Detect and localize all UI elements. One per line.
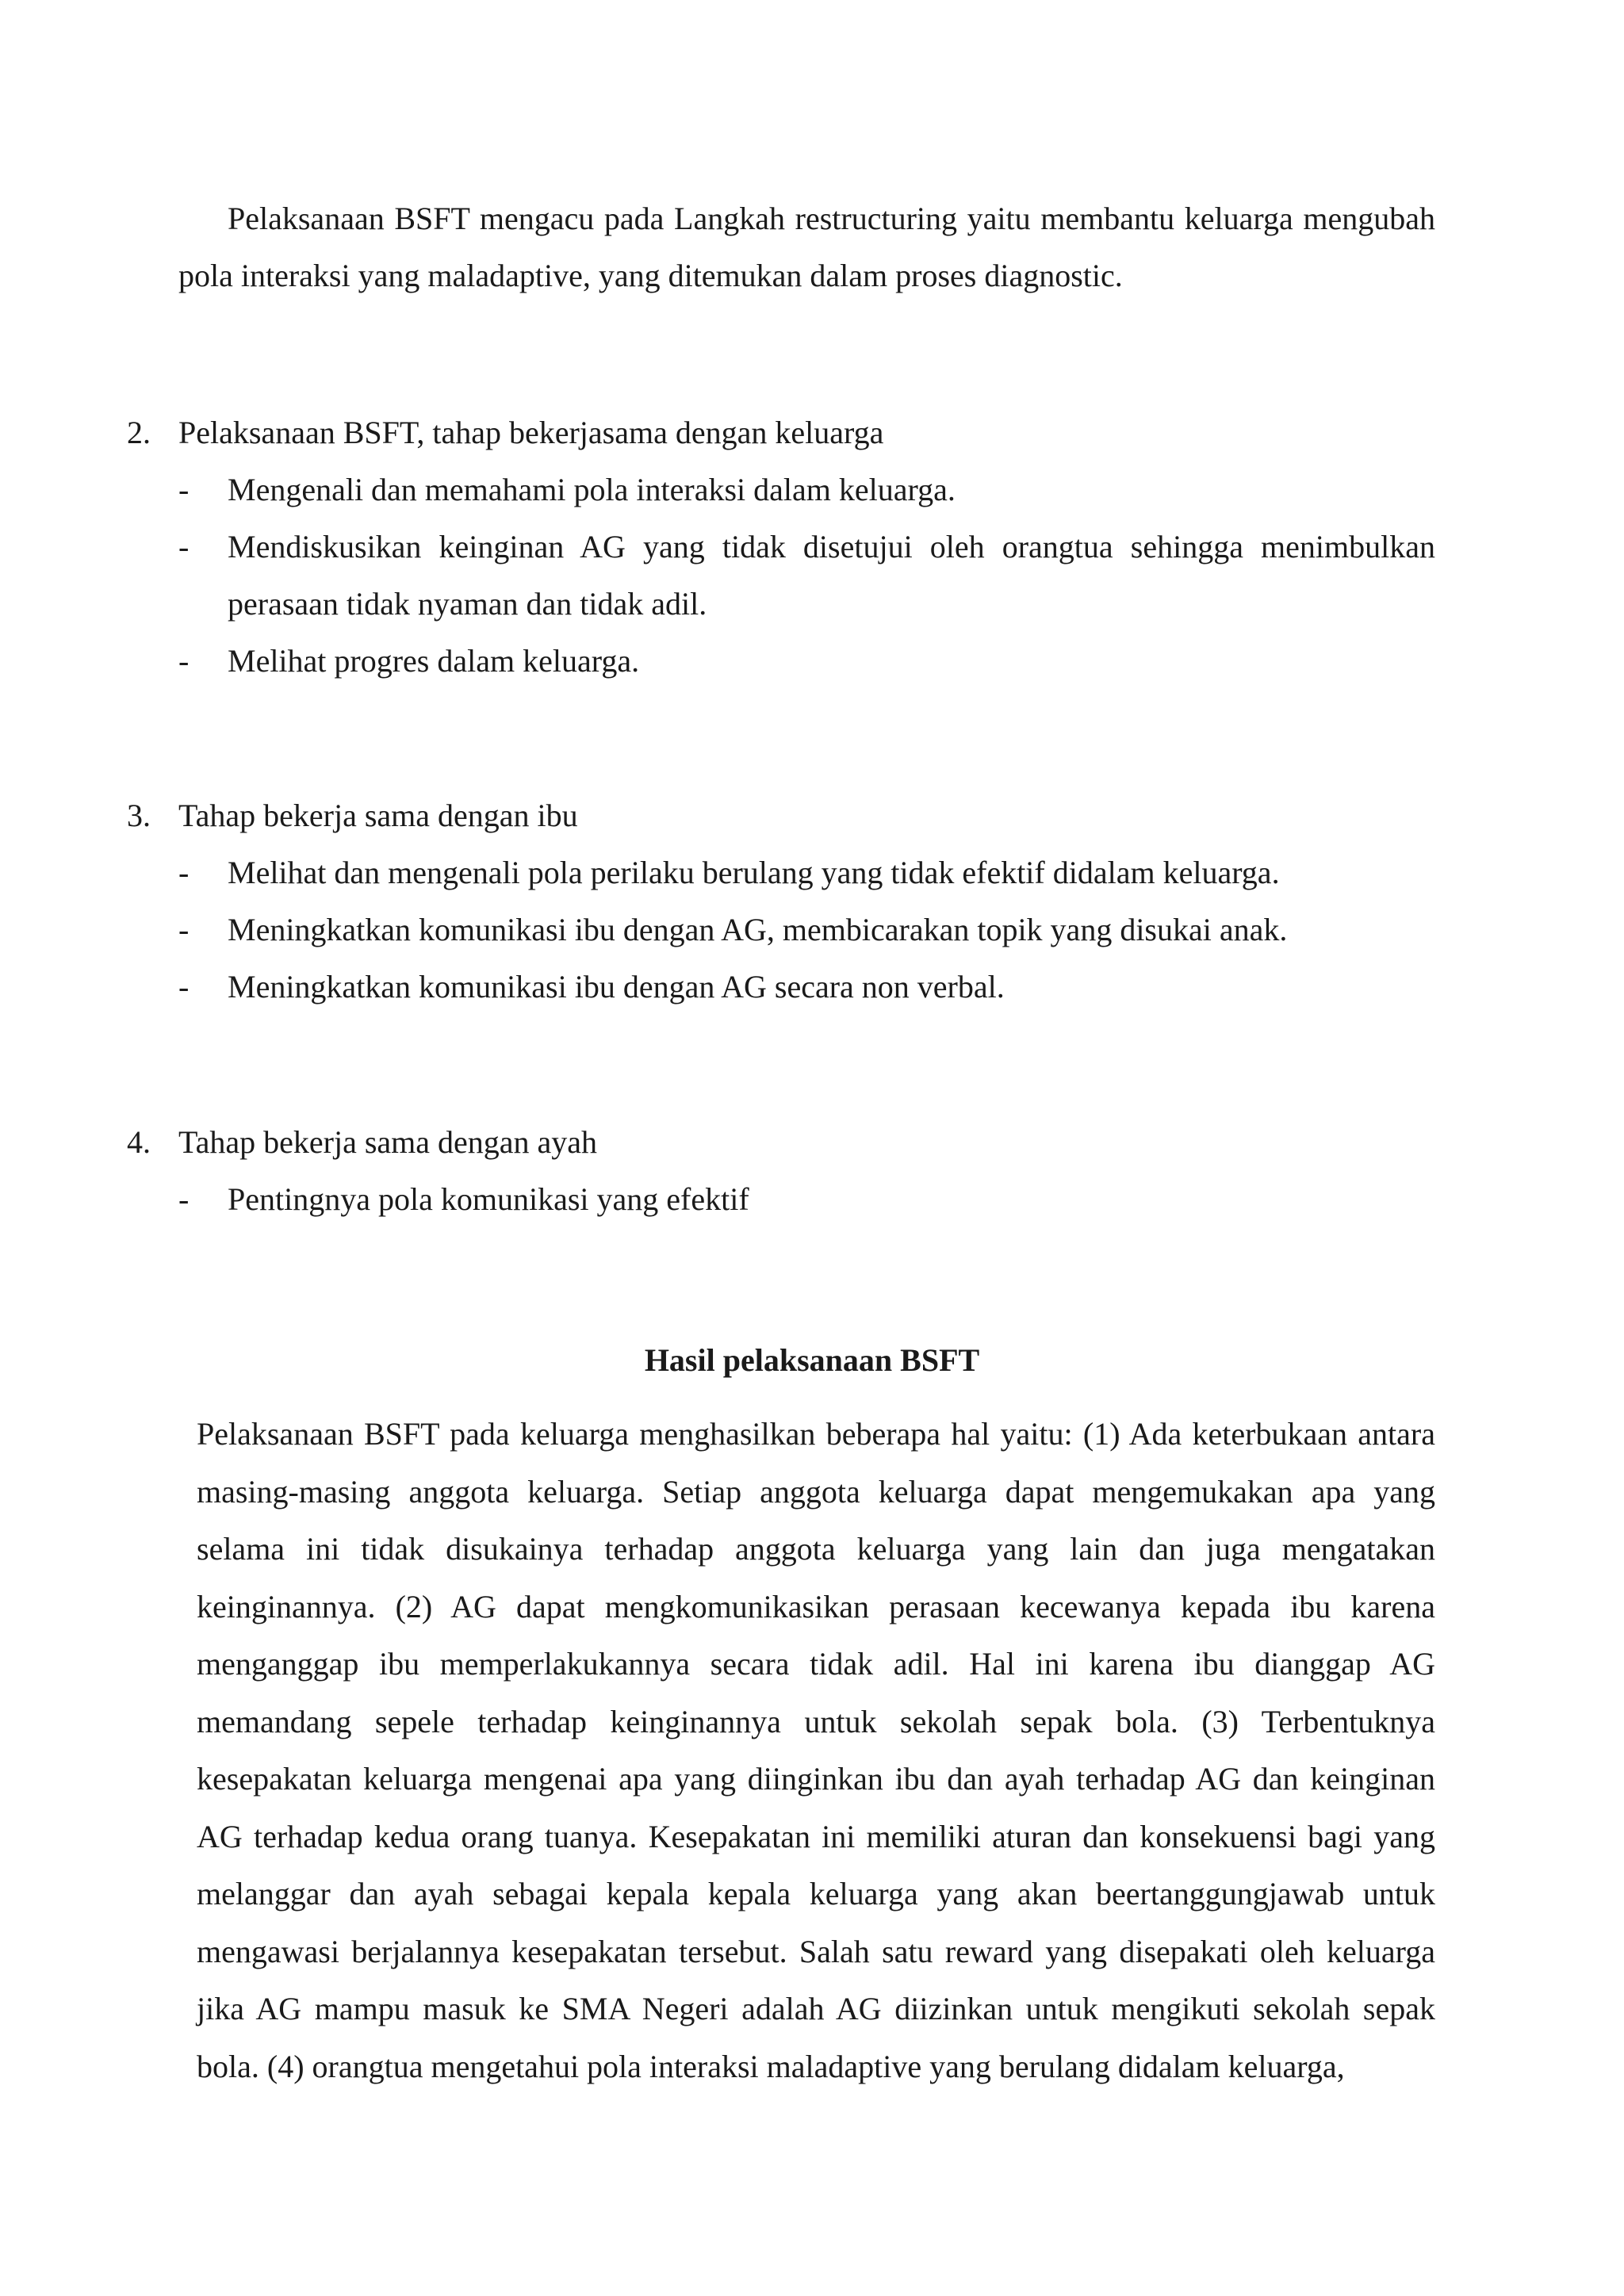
dash-marker: -: [178, 912, 190, 947]
list-item-title: Tahap bekerja sama dengan ibu: [178, 798, 578, 833]
intro-paragraph: Pelaksanaan BSFT mengacu pada Langkah restructuring yaitu membantu keluarga mengubah pola interaksi yang maladaptive, yang ditemukan dalam proses diagnostic.: [178, 201, 1435, 293]
sub-item-text: Mendiskusikan keinginan AG yang tidak disetujui oleh orangtua sehingga menimbulkan perasaan tidak nyaman dan tidak adil.: [228, 529, 1435, 622]
list-item-title: Tahap bekerja sama dengan ayah: [178, 1124, 598, 1160]
list-item-4: [127, 1114, 1435, 1228]
dash-marker: -: [178, 969, 190, 1004]
sub-item-text: Melihat dan mengenali pola perilaku berulang yang tidak efektif didalam keluarga.: [228, 855, 1280, 890]
sub-item-text: Pentingnya pola komunikasi yang efektif: [228, 1181, 749, 1217]
list-number: 4.: [127, 1124, 151, 1160]
list-item-2: [127, 404, 1435, 690]
sub-list: [127, 844, 1435, 1016]
sub-list-item: [178, 901, 1435, 959]
sub-list-item: [178, 1171, 1435, 1228]
sub-item-text: Mengenali dan memahami pola interaksi dalam keluarga.: [228, 472, 956, 507]
sub-list: [127, 461, 1435, 690]
dash-marker: -: [178, 472, 190, 507]
dash-marker: -: [178, 643, 190, 679]
dash-marker: -: [178, 1181, 190, 1217]
sub-item-text: Melihat progres dalam keluarga.: [228, 643, 640, 679]
sub-list-item: [178, 519, 1435, 633]
section-heading: Hasil pelaksanaan BSFT: [644, 1342, 980, 1378]
list-number: 2.: [127, 415, 151, 450]
list-item-3: [127, 787, 1435, 1016]
sub-item-text: Meningkatkan komunikasi ibu dengan AG secara non verbal.: [228, 969, 1005, 1004]
list-number: 3.: [127, 798, 151, 833]
sub-item-text: Meningkatkan komunikasi ibu dengan AG, membicarakan topik yang disukai anak.: [228, 912, 1288, 947]
result-paragraph: Pelaksanaan BSFT pada keluarga menghasilkan beberapa hal yaitu: (1) Ada keterbukaan antara masing-masing anggota keluarga. Setiap anggota keluarga dapat mengemukakan apa yang selama ini tidak disukainya terhadap anggota keluarga yang lain dan juga mengatakan keinginannya. (2) AG dapat mengkomunikasikan perasaan kecewanya kepada ibu karena menganggap ibu memperlakukannya secara tidak adil. Hal ini karena ibu dianggap AG memandang sepele terhadap keinginannya untuk sekolah sepak bola. (3) Terbentuknya kesepakatan keluarga mengenai apa yang diinginkan ibu dan ayah terhadap AG dan keinginan AG terhadap kedua orang tuanya. Kesepakatan ini memiliki aturan dan konsekuensi bagi yang melanggar dan ayah sebagai kepala kepala keluarga yang akan beertanggungjawab untuk mengawasi berjalannya kesepakatan tersebut. Salah satu reward yang disepakati oleh keluarga jika AG mampu masuk ke SMA Negeri adalah AG diizinkan untuk mengikuti sekolah sepak bola. (4) orangtua mengetahui pola interaksi maladaptive yang berulang didalam keluarga,: [197, 1416, 1435, 2084]
sub-list-item: [178, 844, 1435, 901]
dash-marker: -: [178, 529, 190, 564]
dash-marker: -: [178, 855, 190, 890]
list-item-title: Pelaksanaan BSFT, tahap bekerjasama dengan keluarga: [178, 415, 884, 450]
sub-list: [127, 1171, 1435, 1228]
sub-list-item: [178, 461, 1435, 519]
sub-list-item: [178, 633, 1435, 690]
sub-list-item: [178, 959, 1435, 1016]
